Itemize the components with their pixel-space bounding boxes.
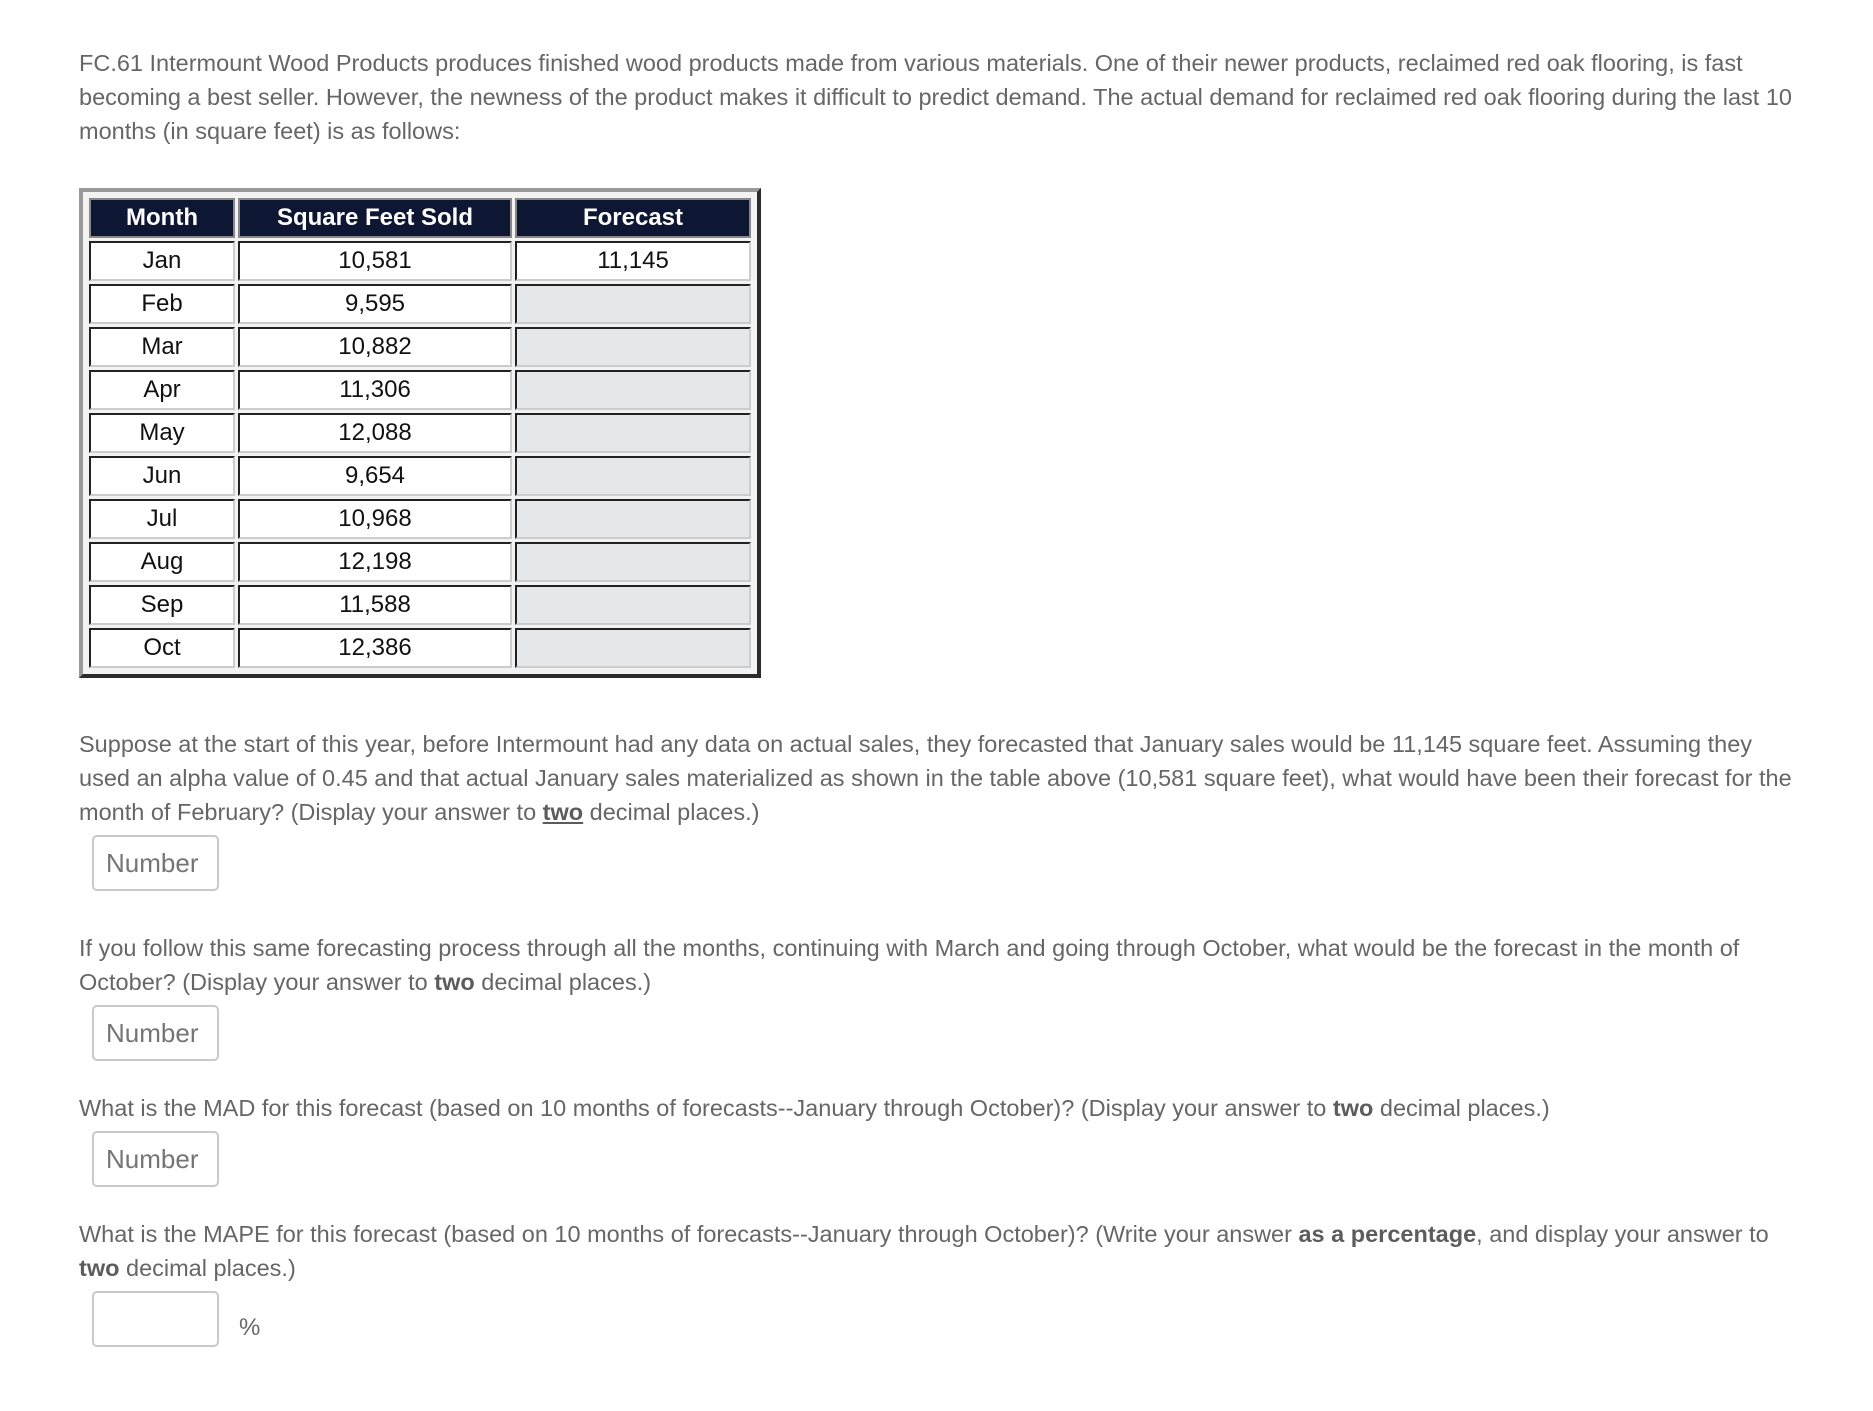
- table-header-row: [89, 198, 751, 238]
- demand-table: [86, 195, 754, 671]
- sqft-cell: 12,198: [238, 542, 512, 582]
- header-month: Month: [89, 198, 235, 238]
- question-4-text-c: decimal places.): [119, 1255, 296, 1281]
- question-4-text-a: What is the MAPE for this forecast (based on 10 months of forecasts--January through October)? (Write your answer: [79, 1221, 1299, 1247]
- question-3-text-b: decimal places.): [1373, 1095, 1550, 1121]
- question-1-answer-row: [92, 835, 1794, 891]
- question-1-text-b: decimal places.): [583, 799, 760, 825]
- question-2-text-a: If you follow this same forecasting process through all the months, continuing with March and going through October, what would be the forecast in the month of October? (Display your answer to: [79, 935, 1740, 995]
- sqft-cell: 12,088: [238, 413, 512, 453]
- month-cell: May: [89, 413, 235, 453]
- question-4-text-b: , and display your answer to: [1476, 1221, 1769, 1247]
- question-3-answer-row: [92, 1131, 1794, 1187]
- forecast-cell: [515, 585, 751, 625]
- month-cell: Oct: [89, 628, 235, 668]
- month-cell: Mar: [89, 327, 235, 367]
- month-cell: Feb: [89, 284, 235, 324]
- question-2-answer-row: [92, 1005, 1794, 1061]
- sqft-cell: 11,588: [238, 585, 512, 625]
- table-row: [89, 456, 751, 496]
- sqft-cell: 10,968: [238, 499, 512, 539]
- question-3-text: [79, 1091, 1794, 1125]
- question-1-text: [79, 727, 1794, 829]
- forecast-cell: [515, 284, 751, 324]
- question-3-text-a: What is the MAD for this forecast (based on 10 months of forecasts--January through October)? (Display your answer to: [79, 1095, 1333, 1121]
- sqft-cell: 10,882: [238, 327, 512, 367]
- sqft-cell: 11,306: [238, 370, 512, 410]
- february-forecast-input[interactable]: [92, 835, 219, 891]
- table-row: [89, 628, 751, 668]
- forecast-cell: [515, 327, 751, 367]
- question-2-text: [79, 931, 1794, 999]
- question-4-text: [79, 1217, 1794, 1285]
- mape-input[interactable]: [92, 1291, 219, 1347]
- intro-text: FC.61 Intermount Wood Products produces finished wood products made from various materials. One of their newer products, reclaimed red oak flooring, is fast becoming a best seller. However, the newness of the product makes it difficult to predict demand. The actual demand for reclaimed red oak flooring during the last 10 months (in square feet) is as follows:: [79, 50, 1792, 144]
- forecast-cell: [515, 456, 751, 496]
- question-1-text-a: Suppose at the start of this year, before Intermount had any data on actual sales, they forecasted that January sales would be 11,145 square feet. Assuming they used an alpha value of 0.45 and that actual January sales materialized as shown in the table above (10,581 square feet), what would have been their forecast for the month of February? (Display your answer to: [79, 731, 1792, 825]
- question-3-emphasis: two: [1332, 1095, 1374, 1121]
- question-2-emphasis: two: [434, 969, 475, 995]
- month-cell: Jul: [89, 499, 235, 539]
- table-row: [89, 241, 751, 281]
- month-cell: Sep: [89, 585, 235, 625]
- question-4-answer-row: [92, 1291, 1794, 1347]
- forecast-cell: [515, 542, 751, 582]
- question-4-emphasis-1: as a percentage: [1298, 1221, 1477, 1247]
- table-row: [89, 284, 751, 324]
- header-forecast: Forecast: [515, 198, 751, 238]
- forecast-cell: 11,145: [515, 241, 751, 281]
- october-forecast-input[interactable]: [92, 1005, 219, 1061]
- question-2-text-b: decimal places.): [474, 969, 652, 995]
- table-row: [89, 327, 751, 367]
- question-4-emphasis-2: two: [79, 1255, 120, 1281]
- sqft-cell: 9,595: [238, 284, 512, 324]
- percent-unit: %: [239, 1314, 261, 1341]
- table-row: [89, 542, 751, 582]
- table-row: [89, 413, 751, 453]
- forecast-cell: [515, 413, 751, 453]
- month-cell: Apr: [89, 370, 235, 410]
- mad-input[interactable]: [92, 1131, 219, 1187]
- month-cell: Jun: [89, 456, 235, 496]
- month-cell: Aug: [89, 542, 235, 582]
- forecast-cell: [515, 628, 751, 668]
- question-1-emphasis: two: [542, 799, 584, 825]
- table-row: [89, 499, 751, 539]
- sqft-cell: 9,654: [238, 456, 512, 496]
- table-row: [89, 585, 751, 625]
- sqft-cell: 10,581: [238, 241, 512, 281]
- month-cell: Jan: [89, 241, 235, 281]
- forecast-cell: [515, 370, 751, 410]
- demand-table-frame: [79, 188, 761, 678]
- sqft-cell: 12,386: [238, 628, 512, 668]
- header-square-feet-sold: Square Feet Sold: [238, 198, 512, 238]
- forecast-cell: [515, 499, 751, 539]
- table-row: [89, 370, 751, 410]
